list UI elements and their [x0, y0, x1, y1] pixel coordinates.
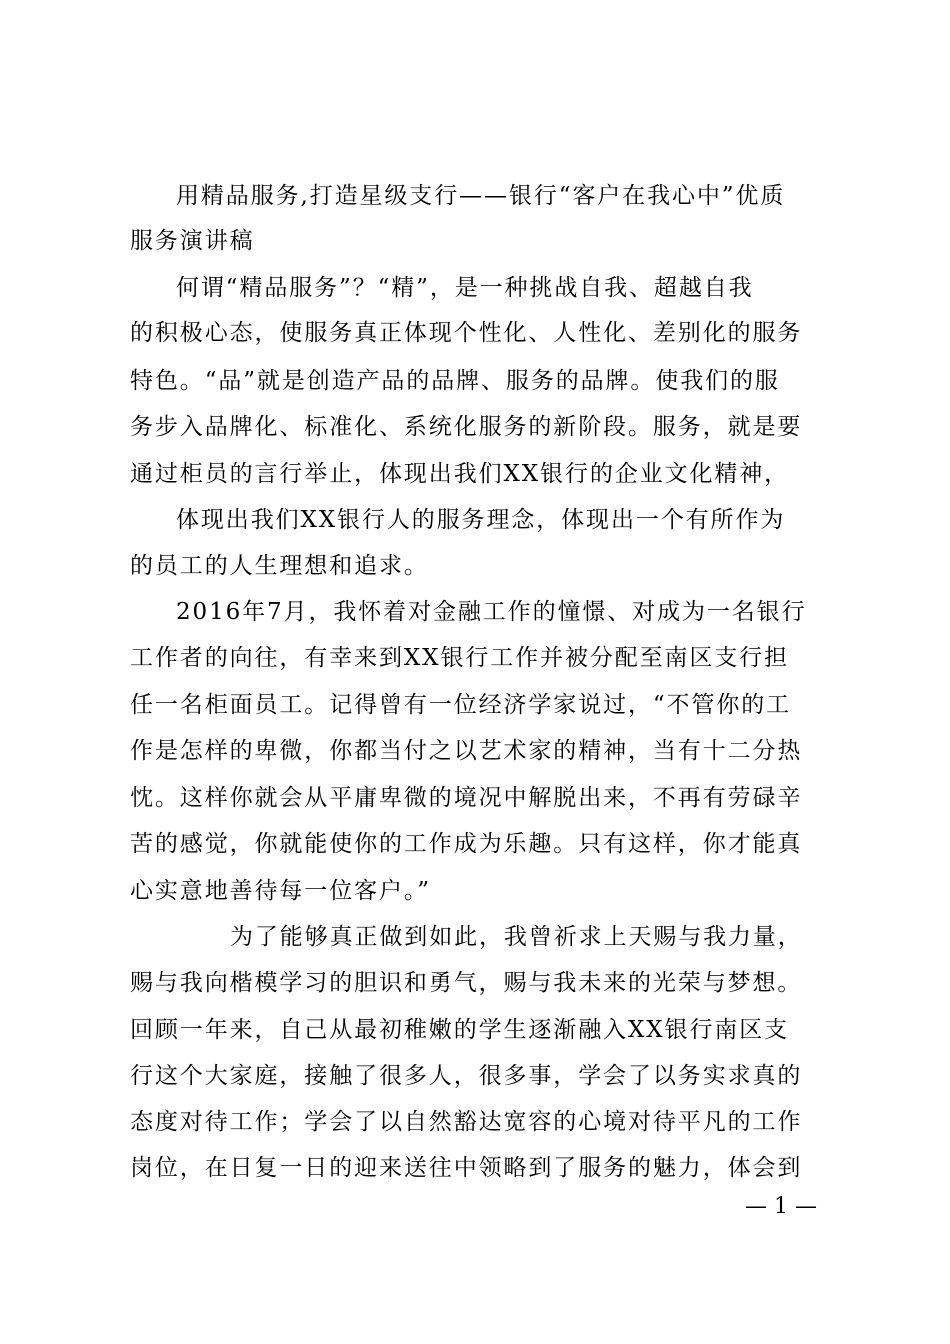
paragraph-4-line-3: 回顾一年来，自己从最初稚嫩的学生逐渐融入XX银行南区支 — [130, 1017, 790, 1043]
paragraph-1-line-3: 特色。“品”就是创造产品的品牌、服务的品牌。使我们的服 — [130, 368, 780, 394]
paragraph-4-line-5: 态度对待工作；学会了以自然豁达宽容的心境对待平凡的工作 — [130, 1109, 803, 1135]
paragraph-4-line-1: 为了能够真正做到如此，我曾祈求上天赐与我力量， — [230, 924, 803, 950]
page-number: — 1 — — [745, 1194, 817, 1219]
paragraph-3-line-2: 工作者的向往，有幸来到XX银行工作并被分配至南区支行担 — [130, 645, 790, 671]
paragraph-4-line-2: 赐与我向楷模学习的胆识和勇气，赐与我未来的光荣与梦想。 — [130, 970, 803, 996]
paragraph-3-line-6: 苦的感觉，你就能使你的工作成为乐趣。只有这样，你才能真 — [130, 831, 803, 857]
paragraph-2-line-1: 体现出我们XX银行人的服务理念，体现出一个有所作为 — [176, 507, 786, 533]
paragraph-1-line-1: 何谓“精品服务”？“精”，是一种挑战自我、超越自我 — [176, 275, 754, 301]
paragraph-1-line-2: 的积极心态，使服务真正体现个性化、人性化、差别化的服务 — [130, 320, 803, 346]
paragraph-3-line-7: 心实意地善待每一位客户。” — [130, 878, 431, 904]
title-line-2: 服务演讲稿 — [130, 228, 255, 254]
paragraph-1-line-5: 通过柜员的言行举止，体现出我们XX银行的企业文化精神， — [130, 461, 790, 487]
paragraph-3-line-4: 作是怎样的卑微，你都当付之以艺术家的精神，当有十二分热 — [130, 738, 803, 764]
paragraph-3-line-1: 2016年7月，我怀着对金融工作的憧憬、对成为一名银行 — [176, 599, 807, 625]
paragraph-3-line-3: 任一名柜面员工。记得曾有一位经济学家说过，“不管你的工 — [130, 692, 792, 718]
paragraph-3-line-5: 忱。这样你就会从平庸卑微的境况中解脱出来，不再有劳碌辛 — [130, 785, 803, 811]
paragraph-1-line-4: 务步入品牌化、标准化、系统化服务的新阶段。服务，就是要 — [130, 414, 803, 440]
paragraph-2-line-2: 的员工的人生理想和追求。 — [130, 553, 429, 579]
paragraph-4-line-6: 岗位，在日复一日的迎来送往中领略到了服务的魅力，体会到 — [130, 1155, 803, 1181]
title-line-1: 用精品服务,打造星级支行——银行“客户在我心中”优质 — [176, 183, 786, 209]
paragraph-4-line-4: 行这个大家庭，接触了很多人，很多事，学会了以务实求真的 — [130, 1063, 803, 1089]
